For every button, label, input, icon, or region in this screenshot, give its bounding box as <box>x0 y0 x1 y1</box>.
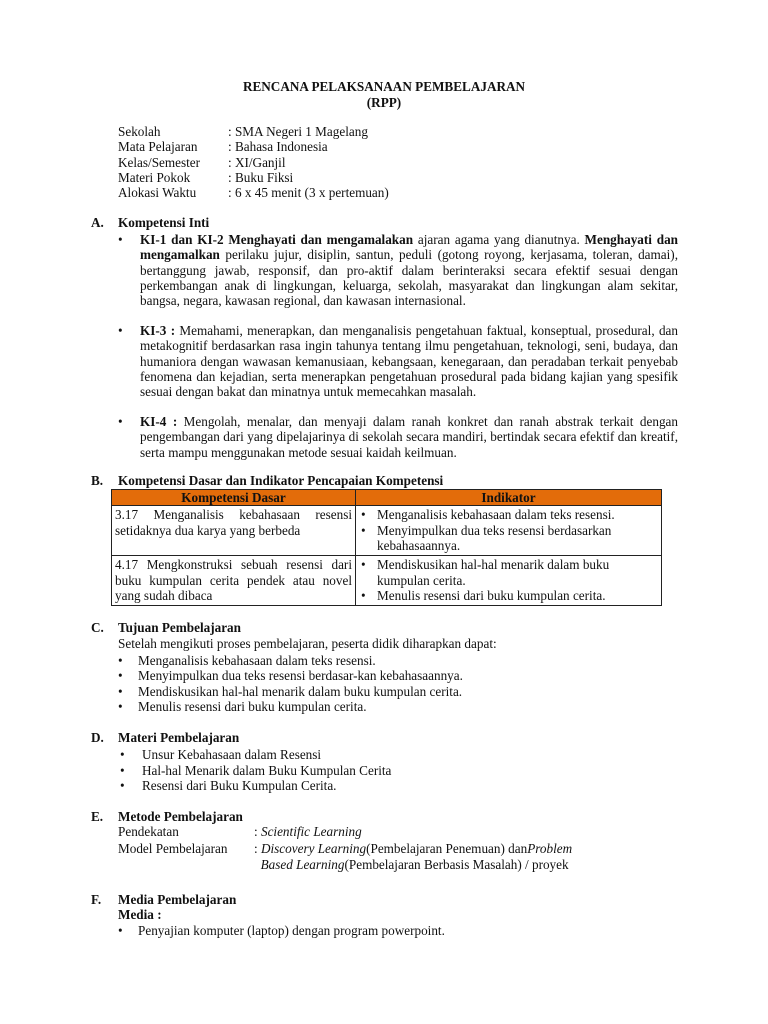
model-row: Model Pembelajaran : Discovery Learning (Pembelajaran Penemuan) dan Problem <box>118 840 573 856</box>
section-letter: B. <box>91 473 104 488</box>
section-letter: D. <box>91 730 104 745</box>
info-value: : SMA Negeri 1 Magelang <box>228 124 368 139</box>
list-item <box>118 778 391 794</box>
doc-subtitle: (RPP) <box>366 95 402 110</box>
bullet-icon: • <box>118 653 123 668</box>
tujuan-list <box>118 653 463 714</box>
info-value: : XI/Ganjil <box>228 154 286 170</box>
materi-list <box>118 747 391 794</box>
info-value: : 6 x 45 menit (3 x pertemuan) <box>228 185 389 201</box>
list-item-text: Penyajian komputer (laptop) dengan program powerpoint. <box>138 923 445 938</box>
bullet-icon: • <box>118 232 123 247</box>
media-subheading: Media : <box>118 907 162 922</box>
indicator-text: Mendiskusikan hal-hal menarik dalam buku kumpulan cerita. <box>377 557 610 588</box>
bullet-icon: • <box>361 507 366 523</box>
ki12-text-1: ajaran agama yang dianutnya. <box>413 232 585 247</box>
ki12-bold-2: Menghayati dan mengamalkan <box>140 232 678 263</box>
info-row-kelas <box>118 155 389 170</box>
model-row-continued <box>118 857 572 874</box>
bullet-icon: • <box>120 762 125 778</box>
info-row-materi <box>118 170 389 185</box>
indicator-item <box>359 588 658 603</box>
col-header-indikator: Indikator <box>356 490 662 506</box>
bullet-icon: • <box>118 668 123 684</box>
model-text-2: (Pembelajaran Berbasis Masalah) / proyek <box>344 857 569 872</box>
section-e-heading <box>91 809 243 824</box>
ki4-text: Mengolah, menalar, dan menyaji dalam ranah konkret dan ranah abstrak terkait dengan pengembangan dari yang dipelajarinya di sekolah secara mandiri, bertindak secara efektif dan kreatif, serta mampu menggunakan metode sesuai kaidah keilmuan. <box>140 414 678 460</box>
pendekatan-value: Scientific Learning <box>260 824 362 839</box>
section-title: Tujuan Pembelajaran <box>118 620 241 635</box>
ki12-text-2: perilaku jujur, disiplin, santun, peduli (gotong royong, kerjasama, toleran, damai), bertanggung jawab, responsif, dan pro-aktif dalam berinteraksi secara efektif sesuai dengan perkembangan anak di lingkungan, keluarga, sekolah, masyarakat dan lingkungan alam sekitar, bangsa, negara, kawasan regional, dan kawasan internasional. <box>140 247 678 309</box>
section-b-heading <box>91 473 443 488</box>
info-value: : Bahasa Indonesia <box>228 139 328 155</box>
section-letter: E. <box>91 809 104 824</box>
kd-cell: 3.17 Menganalisis kebahasaan resensi setidaknya dua karya yang berbeda <box>112 506 356 556</box>
list-item-text: Mendiskusikan hal-hal menarik dalam buku kumpulan cerita. <box>138 683 463 699</box>
list-item-text: Menganalisis kebahasaan dalam teks resensi. <box>138 653 376 668</box>
metode-block <box>118 824 572 874</box>
info-label: Mata Pelajaran <box>118 139 198 155</box>
kd-indikator-table <box>111 489 662 606</box>
table-row <box>112 556 662 606</box>
section-c-heading <box>91 620 241 635</box>
section-letter: A. <box>91 215 104 230</box>
bullet-icon: • <box>118 698 123 714</box>
list-item <box>118 668 463 683</box>
section-letter: F. <box>91 892 102 907</box>
info-label: Sekolah <box>118 124 161 139</box>
list-item-text: Unsur Kebahasaan dalam Resensi <box>142 747 322 762</box>
pendekatan-row: Pendekatan : Scientific Learning <box>118 824 362 839</box>
section-title: Materi Pembelajaran <box>118 730 240 745</box>
model-italic-3: Based Learning <box>260 857 345 872</box>
info-row-sekolah <box>118 124 389 139</box>
media-list <box>118 923 445 938</box>
section-title: Kompetensi Inti <box>118 215 210 230</box>
info-value: : Buku Fiksi <box>228 169 294 185</box>
bullet-icon: • <box>118 323 123 338</box>
list-item-text: Menulis resensi dari buku kumpulan cerita. <box>138 698 367 714</box>
ki3-bold: KI-3 : <box>140 323 176 338</box>
info-row-alokasi <box>118 185 389 200</box>
model-italic-1: Discovery Learning <box>260 840 367 856</box>
info-label: Kelas/Semester <box>118 154 201 170</box>
indicator-text: Menganalisis kebahasaan dalam teks resensi. <box>377 507 615 523</box>
list-item-text: Menyimpulkan dua teks resensi berdasar-kan kebahasaannya. <box>138 668 463 684</box>
model-italic-2: Problem <box>527 840 573 856</box>
ki-4-item <box>118 414 678 460</box>
indicator-item <box>359 507 658 522</box>
indicator-cell <box>356 506 662 556</box>
info-label: Alokasi Waktu <box>118 185 197 201</box>
identity-block <box>118 124 389 200</box>
list-item <box>118 747 391 763</box>
col-header-kd: Kompetensi Dasar <box>112 490 356 506</box>
section-title: Media Pembelajaran <box>118 892 237 907</box>
info-label: Materi Pokok <box>118 169 191 185</box>
section-letter: C. <box>91 620 104 635</box>
bullet-icon: • <box>118 923 123 938</box>
info-row-mapel <box>118 139 389 154</box>
bullet-icon: • <box>120 747 125 762</box>
model-label: Model Pembelajaran <box>118 840 228 856</box>
section-title: Kompetensi Dasar dan Indikator Pencapaian Kompetensi <box>118 473 444 488</box>
ki12-bold-1: KI-1 dan KI-2 Menghayati dan mengamalakan <box>140 232 414 247</box>
list-item <box>118 923 445 938</box>
bullet-icon: • <box>118 683 123 699</box>
section-a-heading <box>91 215 209 230</box>
list-item-text: Hal-hal Menarik dalam Buku Kumpulan Cerita <box>142 762 392 778</box>
ki4-bold: KI-4 : <box>140 414 178 429</box>
ki3-text: Memahami, menerapkan, dan menganalisis pengetahuan faktual, konseptual, prosedural, dan metakognitif berdasarkan rasa ingin tahunya tentang ilmu pengetahuan, teknologi, seni, budaya, dan humaniora dengan wawasan kemanusiaan, kebangsaan, kenegaraan, dan peradaban terkait penyebab fenomena dan kejadian, serta menerapkan pengetahuan prosedural pada bidang kajian yang spesifik sesuai dengan bakat dan minatnya untuk memecahkan masalah. <box>140 323 678 400</box>
kd-cell: 4.17 Mengkonstruksi sebuah resensi dari buku kumpulan cerita pendek atau novel yang sudah dibaca <box>112 556 356 606</box>
section-f-heading <box>91 892 236 907</box>
bullet-icon: • <box>361 522 366 538</box>
bullet-icon: • <box>120 778 125 793</box>
indicator-text: Menyimpulkan dua teks resensi berdasarkan kebahasaannya. <box>377 522 612 553</box>
indicator-item <box>359 557 658 588</box>
indicator-cell <box>356 556 662 606</box>
model-text-1: (Pembelajaran Penemuan) dan <box>366 840 528 856</box>
indicator-item <box>359 523 658 554</box>
bullet-icon: • <box>361 557 366 573</box>
table-row <box>112 506 662 556</box>
list-item <box>118 699 463 714</box>
indicator-text: Menulis resensi dari buku kumpulan cerita. <box>377 587 606 603</box>
ki-3-item <box>118 323 678 399</box>
list-item <box>118 763 391 779</box>
list-item <box>118 684 463 699</box>
pendekatan-label: Pendekatan <box>118 824 179 839</box>
tujuan-intro: Setelah mengikuti proses pembelajaran, peserta didik diharapkan dapat: <box>118 636 497 651</box>
section-d-heading <box>91 730 239 745</box>
doc-title: RENCANA PELAKSANAAN PEMBELAJARAN <box>242 79 526 94</box>
bullet-icon: • <box>118 414 123 429</box>
list-item-text: Resensi dari Buku Kumpulan Cerita. <box>142 778 337 793</box>
section-title: Metode Pembelajaran <box>118 809 243 824</box>
bullet-icon: • <box>361 587 366 603</box>
list-item <box>118 653 463 668</box>
ki-1-2-item <box>118 232 678 308</box>
table-header-row <box>112 490 662 506</box>
